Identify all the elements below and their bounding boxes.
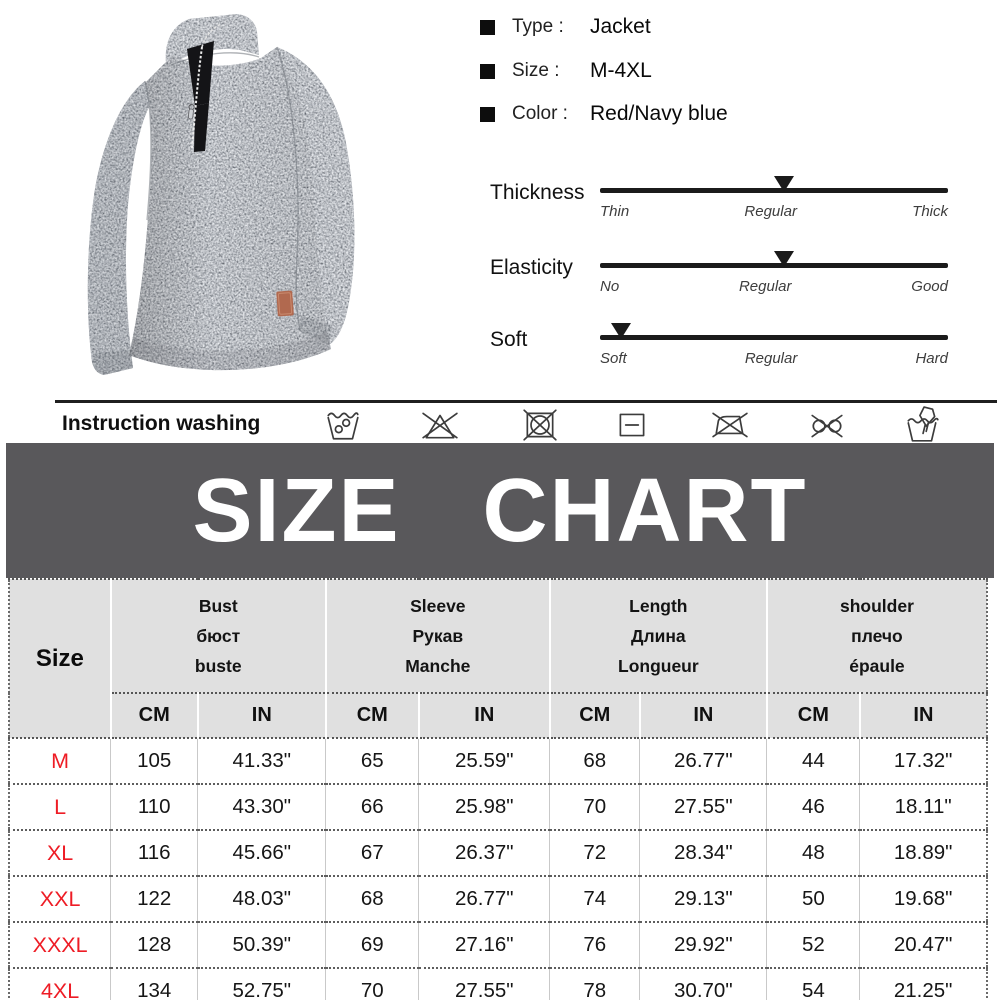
group-header-length: Length Длина Longueur — [550, 579, 767, 693]
bust-in: 52.75" — [198, 968, 326, 1000]
spec-label: Size : — [512, 60, 560, 81]
washing-instructions-label: Instruction washing — [62, 412, 261, 435]
square-bullet-icon — [480, 64, 495, 79]
slider-tick-labels — [600, 203, 948, 220]
sleeve-in: 26.77" — [419, 876, 550, 922]
do-not-wring-icon — [808, 406, 846, 444]
spec-label: Color : — [512, 103, 568, 124]
tick-label: No — [600, 278, 620, 295]
size-column-header: Size — [9, 579, 111, 738]
slider-tick-labels — [600, 278, 948, 295]
bust-in: 43.30" — [198, 784, 326, 830]
product-photo — [25, 5, 455, 405]
slider-name: Elasticity — [490, 256, 573, 279]
shoulder-cm: 48 — [767, 830, 860, 876]
tick-label: Regular — [744, 350, 798, 367]
size-label: 4XL — [9, 968, 111, 1000]
slider-thickness — [490, 181, 950, 241]
square-bullet-icon — [480, 107, 495, 122]
shoulder-in: 21.25" — [860, 968, 987, 1000]
unit-header-in: IN — [860, 693, 987, 738]
length-in: 28.34" — [640, 830, 767, 876]
length-in: 30.70" — [640, 968, 767, 1000]
sleeve-in: 27.16" — [419, 922, 550, 968]
do-not-iron-icon — [711, 406, 749, 444]
length-cm: 72 — [550, 830, 640, 876]
size-label: M — [9, 738, 111, 784]
slider-name: Soft — [490, 328, 528, 351]
hand-wash-icon — [903, 406, 941, 444]
bust-in: 41.33" — [198, 738, 326, 784]
slider-tick-labels — [600, 350, 948, 367]
sleeve-cm: 69 — [326, 922, 419, 968]
shoulder-cm: 54 — [767, 968, 860, 1000]
spec-value: Jacket — [590, 15, 651, 38]
unit-header-in: IN — [198, 693, 326, 738]
tick-label: Hard — [915, 350, 948, 367]
table-row-xxxl — [9, 922, 987, 968]
spec-value: M-4XL — [590, 59, 652, 82]
tick-label: Thin — [600, 203, 630, 220]
unit-header-cm: CM — [111, 693, 198, 738]
length-cm: 74 — [550, 876, 640, 922]
size-label: XL — [9, 830, 111, 876]
sleeve-in: 27.55" — [419, 968, 550, 1000]
spec-value: Red/Navy blue — [590, 102, 728, 125]
shoulder-cm: 50 — [767, 876, 860, 922]
length-in: 26.77" — [640, 738, 767, 784]
do-not-tumble-dry-icon — [521, 406, 559, 444]
length-cm: 76 — [550, 922, 640, 968]
bust-cm: 122 — [111, 876, 198, 922]
slider-track — [600, 263, 948, 268]
spec-row-size — [480, 56, 652, 86]
spec-row-type — [480, 12, 651, 42]
dry-flat-icon — [613, 406, 651, 444]
tick-label: Thick — [912, 203, 948, 220]
slider-elasticity — [490, 256, 950, 316]
do-not-bleach-icon — [421, 406, 459, 444]
table-group-header-row — [9, 579, 987, 693]
bust-cm: 116 — [111, 830, 198, 876]
shoulder-cm: 52 — [767, 922, 860, 968]
sleeve-in: 25.98" — [419, 784, 550, 830]
unit-header-in: IN — [640, 693, 767, 738]
sleeve-cm: 70 — [326, 968, 419, 1000]
unit-header-cm: CM — [767, 693, 860, 738]
bust-in: 48.03" — [198, 876, 326, 922]
table-row-4xl — [9, 968, 987, 1000]
group-header-bust: Bust бюст buste — [111, 579, 326, 693]
size-chart-title: SIZE CHART — [192, 460, 808, 561]
shoulder-in: 18.11" — [860, 784, 987, 830]
tick-label: Regular — [744, 203, 797, 220]
length-in: 27.55" — [640, 784, 767, 830]
spec-row-color — [480, 99, 728, 129]
table-row-m — [9, 738, 987, 784]
bust-cm: 134 — [111, 968, 198, 1000]
length-in: 29.92" — [640, 922, 767, 968]
sleeve-cm: 66 — [326, 784, 419, 830]
length-cm: 68 — [550, 738, 640, 784]
size-label: XXL — [9, 876, 111, 922]
shoulder-in: 18.89" — [860, 830, 987, 876]
unit-header-cm: CM — [326, 693, 419, 738]
sleeve-cm: 65 — [326, 738, 419, 784]
length-in: 29.13" — [640, 876, 767, 922]
left-cuff — [92, 350, 133, 375]
table-row-xl — [9, 830, 987, 876]
slider-marker-icon — [611, 323, 631, 339]
tick-label: Regular — [738, 278, 792, 295]
size-label: L — [9, 784, 111, 830]
unit-header-in: IN — [419, 693, 550, 738]
tick-label: Good — [911, 278, 948, 295]
size-chart-table — [8, 578, 988, 1000]
slider-track — [600, 335, 948, 340]
shoulder-in: 17.32" — [860, 738, 987, 784]
length-cm: 70 — [550, 784, 640, 830]
size-label: XXXL — [9, 922, 111, 968]
brand-patch — [276, 290, 294, 316]
size-chart-banner — [6, 443, 994, 578]
slider-marker-icon — [774, 176, 794, 192]
slider-name: Thickness — [490, 181, 585, 204]
sleeve-cm: 67 — [326, 830, 419, 876]
shoulder-in: 19.68" — [860, 876, 987, 922]
machine-wash-icon — [324, 406, 362, 444]
slider-marker-icon — [774, 251, 794, 267]
group-header-sleeve: Sleeve Рукав Manche — [326, 579, 550, 693]
bust-cm: 105 — [111, 738, 198, 784]
square-bullet-icon — [480, 20, 495, 35]
sleeve-in: 26.37" — [419, 830, 550, 876]
bust-in: 45.66" — [198, 830, 326, 876]
bust-cm: 110 — [111, 784, 198, 830]
slider-soft — [490, 328, 950, 388]
bust-in: 50.39" — [198, 922, 326, 968]
shoulder-cm: 44 — [767, 738, 860, 784]
table-row-l — [9, 784, 987, 830]
spec-label: Type : — [512, 16, 564, 37]
sleeve-in: 25.59" — [419, 738, 550, 784]
table-row-xxl — [9, 876, 987, 922]
shoulder-in: 20.47" — [860, 922, 987, 968]
sleeve-cm: 68 — [326, 876, 419, 922]
tick-label: Soft — [600, 350, 627, 367]
table-unit-header-row — [9, 693, 987, 738]
length-cm: 78 — [550, 968, 640, 1000]
group-header-shoulder: shoulder плечо épaule — [767, 579, 987, 693]
bust-cm: 128 — [111, 922, 198, 968]
slider-track — [600, 188, 948, 193]
horizontal-divider — [55, 400, 997, 403]
shoulder-cm: 46 — [767, 784, 860, 830]
unit-header-cm: CM — [550, 693, 640, 738]
